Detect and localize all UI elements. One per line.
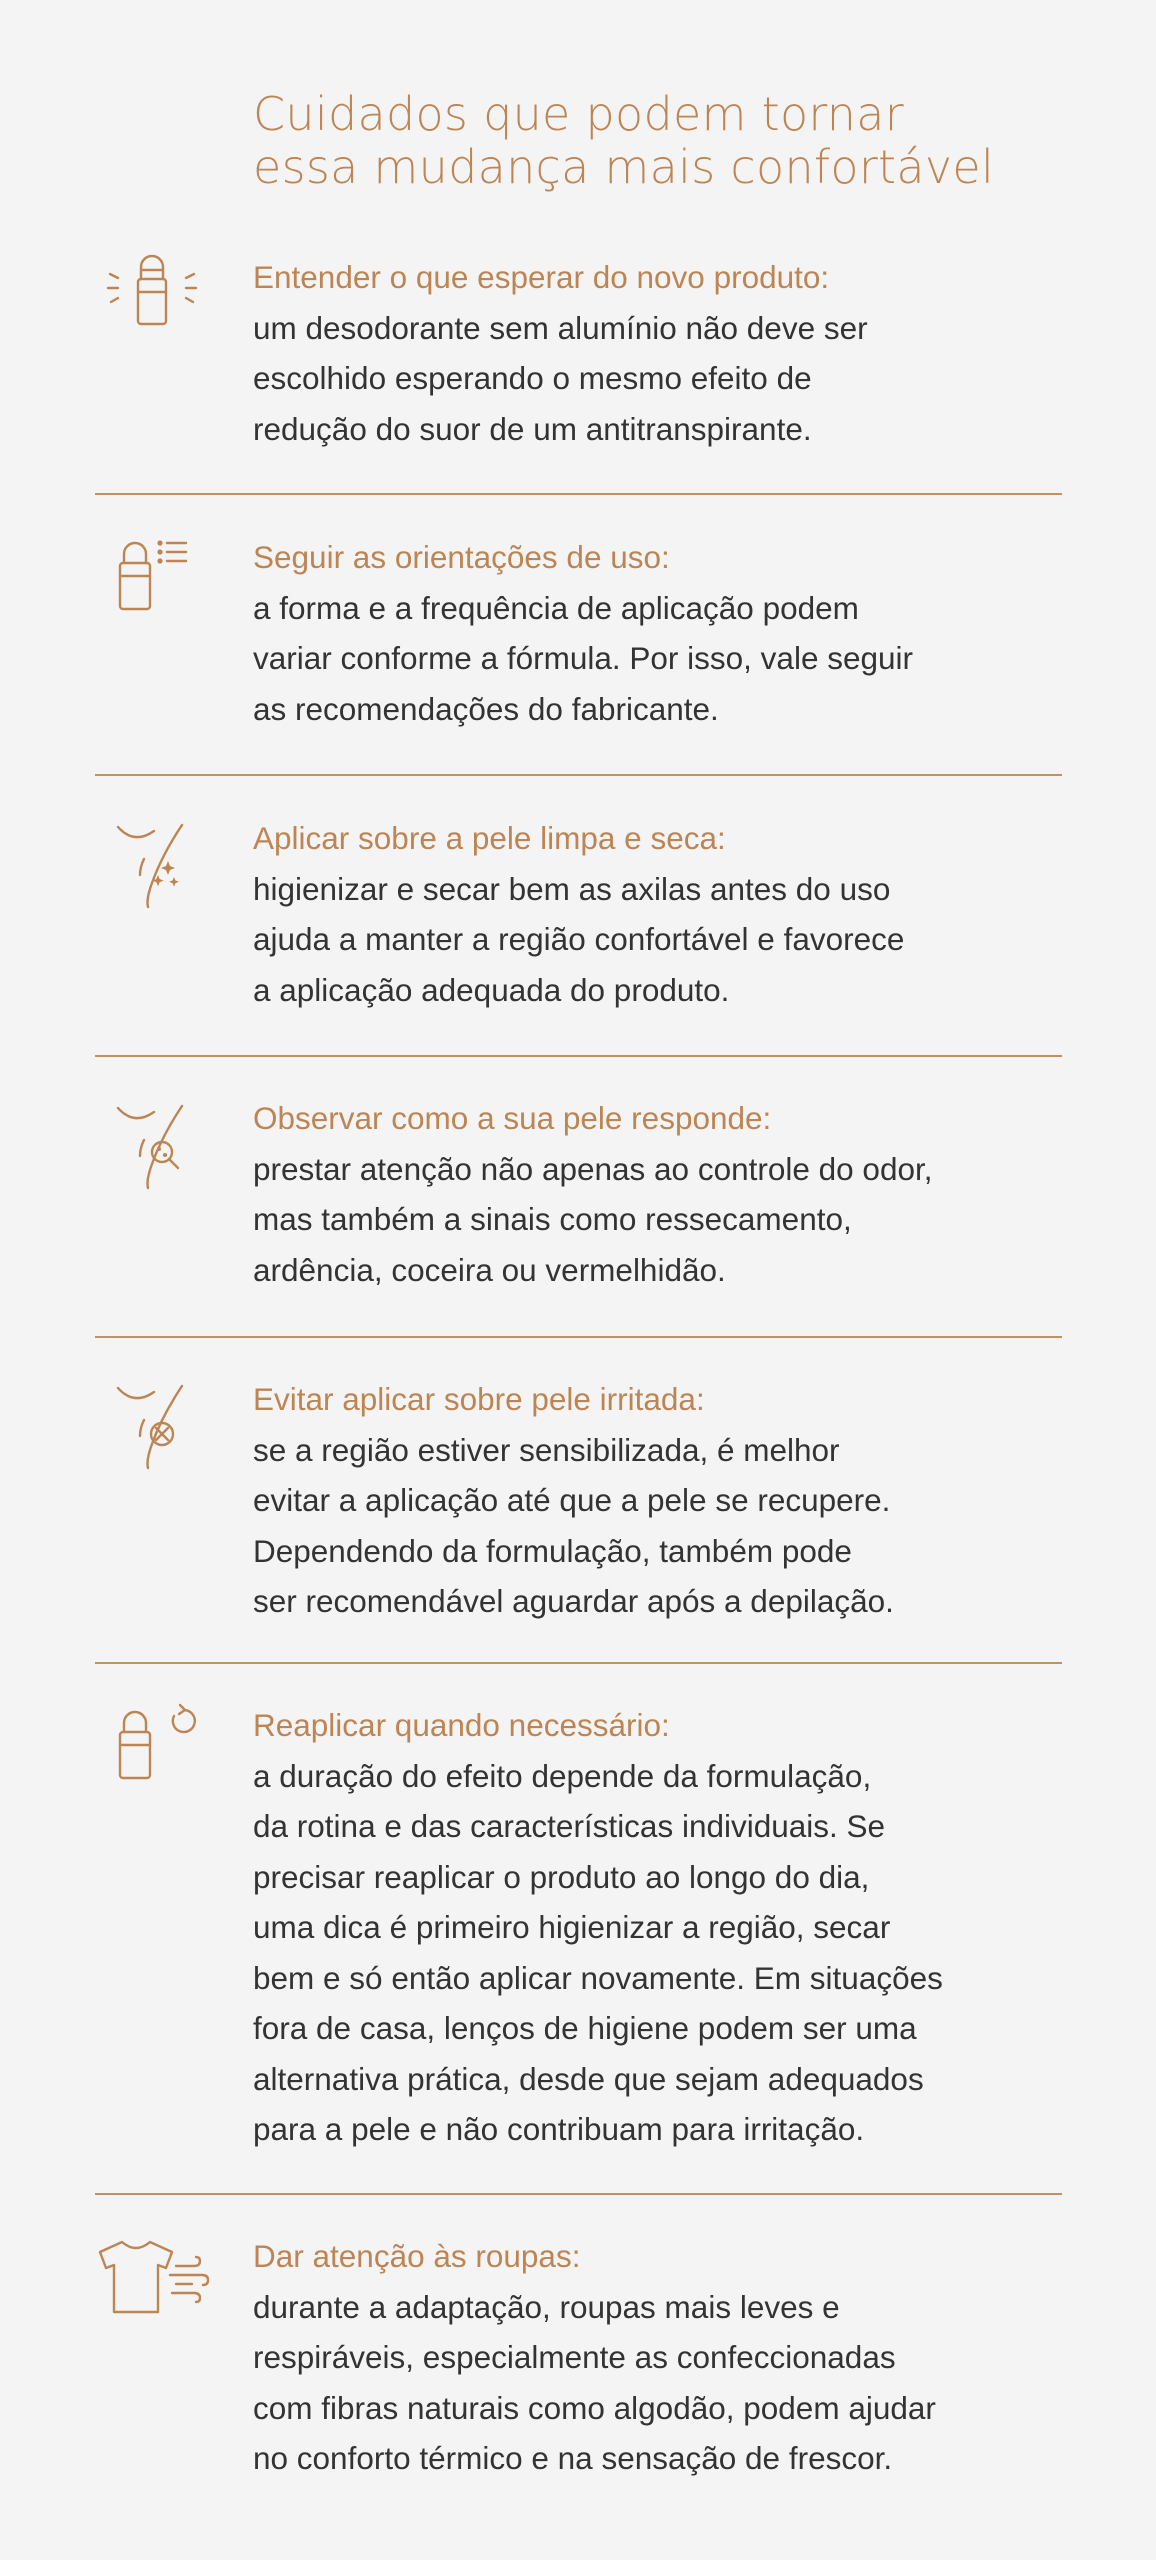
care-item-heading: Seguir as orientações de uso:	[253, 539, 670, 575]
care-item-text-line: ser recomendável aguardar após a depilação.	[253, 1583, 894, 1619]
armpit-magnifier-icon	[96, 1098, 216, 1198]
care-item-text-line: escolhido esperando o mesmo efeito de	[253, 360, 812, 396]
care-item-text-line: alternativa prática, desde que sejam adequados	[253, 2060, 924, 2097]
section-divider	[95, 1055, 1062, 1057]
deodorant-refresh-icon	[96, 1702, 216, 1802]
care-item-heading: Evitar aplicar sobre pele irritada:	[253, 1381, 705, 1417]
care-item-text-line: redução do suor de um antitranspirante.	[253, 410, 812, 447]
care-item-heading: Observar como a sua pele responde:	[253, 1100, 772, 1136]
tshirt-breeze-icon	[96, 2232, 216, 2332]
care-item-text-line: Dependendo da formulação, também pode	[253, 1532, 852, 1569]
care-item-text-line: ardência, coceira ou vermelhidão.	[253, 1251, 726, 1288]
armpit-cross-icon	[96, 1378, 216, 1478]
care-item-text-line: precisar reaplicar o produto ao longo do dia,	[253, 1858, 870, 1895]
section-divider	[95, 493, 1062, 495]
care-item-text-line: com fibras naturais como algodão, podem ajudar	[253, 2389, 936, 2426]
care-item-text-line: para a pele e não contribuam para irritação.	[253, 2111, 865, 2147]
care-item-text-line: bem e só então aplicar novamente. Em situações	[253, 1959, 943, 1996]
care-item-text-line: a duração do efeito depende da formulação,	[253, 1757, 872, 1794]
care-item-text-line: respiráveis, especialmente as confeccionadas	[253, 2339, 896, 2375]
deodorant-list-icon	[96, 533, 216, 633]
care-item-text-line: durante a adaptação, roupas mais leves e	[253, 2288, 840, 2325]
care-item-text-line: no conforto térmico e na sensação de frescor.	[253, 2440, 893, 2476]
care-item-text-line: a aplicação adequada do produto.	[253, 971, 730, 1008]
care-item-text-line: as recomendações do fabricante.	[253, 690, 719, 727]
care-item-text-line: prestar atenção não apenas ao controle do odor,	[253, 1150, 933, 1187]
care-item-heading: Reaplicar quando necessário:	[253, 1707, 670, 1743]
clean-armpit-sparkle-icon	[96, 815, 216, 915]
page-title	[253, 88, 1073, 194]
care-item-text-line: evitar a aplicação até que a pele se recupere.	[253, 1482, 891, 1518]
section-divider	[95, 1336, 1062, 1338]
care-item-heading: Dar atenção às roupas:	[253, 2238, 581, 2274]
section-divider	[95, 2193, 1062, 2195]
care-item-text-line: a forma e a frequência de aplicação podem	[253, 589, 859, 626]
care-item-text-line: um desodorante sem alumínio não deve ser	[253, 309, 868, 346]
care-item-heading: Entender o que esperar do novo produto:	[253, 259, 830, 295]
care-item-text-line: se a região estiver sensibilizada, é melhor	[253, 1431, 840, 1468]
page-title-line-1: Cuidados que podem tornar	[253, 87, 904, 141]
care-item-text-line: ajuda a manter a região confortável e favorece	[253, 921, 905, 957]
care-item-text-line: uma dica é primeiro higienizar a região, secar	[253, 1909, 891, 1945]
deodorant-rays-icon	[96, 250, 216, 350]
section-divider	[95, 774, 1062, 776]
care-item-text-line: fora de casa, lenços de higiene podem ser uma	[253, 2010, 917, 2046]
care-item-text-line: higienizar e secar bem as axilas antes do uso	[253, 870, 891, 907]
care-item-text-line: mas também a sinais como ressecamento,	[253, 1201, 852, 1237]
care-item-text-line: variar conforme a fórmula. Por isso, vale seguir	[253, 640, 914, 676]
care-item-text-line: da rotina e das características individuais. Se	[253, 1808, 886, 1844]
page-title-line-2: essa mudança mais confortável	[253, 140, 995, 194]
section-divider	[95, 1662, 1062, 1664]
care-item-heading: Aplicar sobre a pele limpa e seca:	[253, 820, 726, 856]
